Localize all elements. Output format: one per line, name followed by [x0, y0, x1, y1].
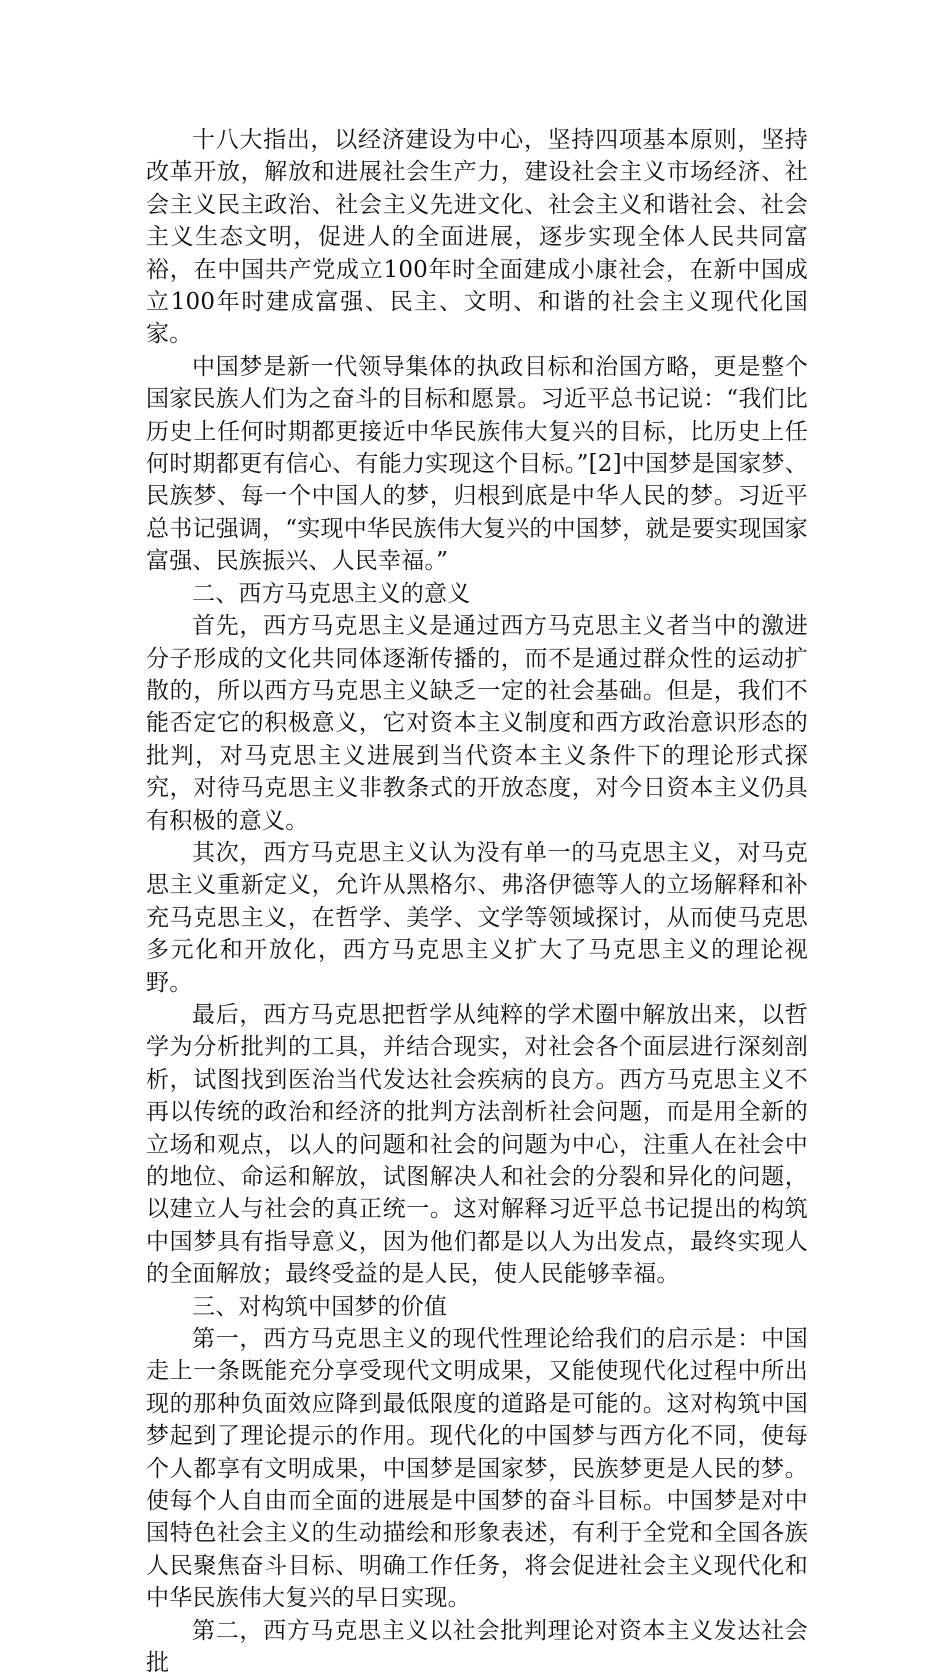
paragraph-section2-first: 首先，西方马克思主义是通过西方马克思主义者当中的激进分子形成的文化共同体逐渐传播的，而不是通过群众性的运动扩散的，所以西方马克思主义缺乏一定的社会基础。但是，我们不能否定它的积极意义，它对资本主义制度和西方政治意识形态的批判，对马克思主义进展到当代资本主义条件下的理论形式探究，对待马克思主义非教条式的开放态度，对今日资本主义仍具有积极的意义。: [146, 613, 808, 834]
document-body: [146, 124, 808, 1680]
paragraph-section2-second: 其次，西方马克思主义认为没有单一的马克思主义，对马克思主义重新定义，允许从黑格尔、弗洛伊德等人的立场解释和补充马克思主义，在哲学、美学、文学等领域探讨，从而使马克思多元化和开放化，西方马克思主义扩大了马克思主义的理论视野。: [146, 839, 808, 996]
section-heading-2: 二、西方马克思主义的意义: [192, 580, 471, 607]
paragraph-section3-first: 第一，西方马克思主义的现代性理论给我们的启示是：中国走上一条既能充分享受现代文明成果，又能使现代化过程中所出现的那种负面效应降到最低限度的道路是可能的。这对构筑中国梦起到了理论提示的作用。现代化的中国梦与西方化不同，使每个人都享有文明成果，中国梦是国家梦，民族梦更是人民的梦。使每个人自由而全面的进展是中国梦的奋斗目标。中国梦是对中国特色社会主义的生动描绘和形象表述，有利于全党和全国各族人民聚焦奋斗目标、明确工作任务，将会促进社会主义现代化和中华民族伟大复兴的早日实现。: [146, 1326, 808, 1612]
paragraph-section2-last: 最后，西方马克思把哲学从纯粹的学术圈中解放出来，以哲学为分析批判的工具，并结合现实，对社会各个面层进行深刻剖析，试图找到医治当代发达社会疾病的良方。西方马克思主义不再以传统的政治和经济的批判方法剖析社会问题，而是用全新的立场和观点，以人的问题和社会的问题为中心，注重人在社会中的地位、命运和解放，试图解决人和社会的分裂和异化的问题，以建立人与社会的真正统一。这对解释习近平总书记提出的构筑中国梦具有指导意义，因为他们都是以人为出发点，最终实现人的全面解放；最终受益的是人民，使人民能够幸福。: [146, 1001, 808, 1288]
paragraph-section3-second: 第二，西方马克思主义以社会批判理论对资本主义发达社会批: [146, 1617, 808, 1677]
paragraph-18th-congress: 十八大指出，以经济建设为中心，坚持四项基本原则，坚持改革开放，解放和进展社会生产力，建设社会主义市场经济、社会主义民主政治、社会主义先进文化、社会主义和谐社会、社会主义生态文明，促进人的全面进展，逐步实现全体人民共同富裕，在中国共产党成立100年时全面建成小康社会，在新中国成立100年时建成富强、民主、文明、和谐的社会主义现代化国家。: [146, 127, 808, 348]
paragraph-chinese-dream: 中国梦是新一代领导集体的执政目标和治国方略，更是整个国家民族人们为之奋斗的目标和愿景。习近平总书记说：“我们比历史上任何时期都更接近中华民族伟大复兴的目标，比历史上任何时期都更有信心、有能力实现这个目标。”[2]中国梦是国家梦、民族梦、每一个中国人的梦，归根到底是中华人民的梦。习近平总书记强调，“实现中华民族伟大复兴的中国梦，就是要实现国家富强、民族振兴、人民幸福。”: [146, 353, 808, 575]
section-heading-3: 三、对构筑中国梦的价值: [192, 1293, 448, 1320]
